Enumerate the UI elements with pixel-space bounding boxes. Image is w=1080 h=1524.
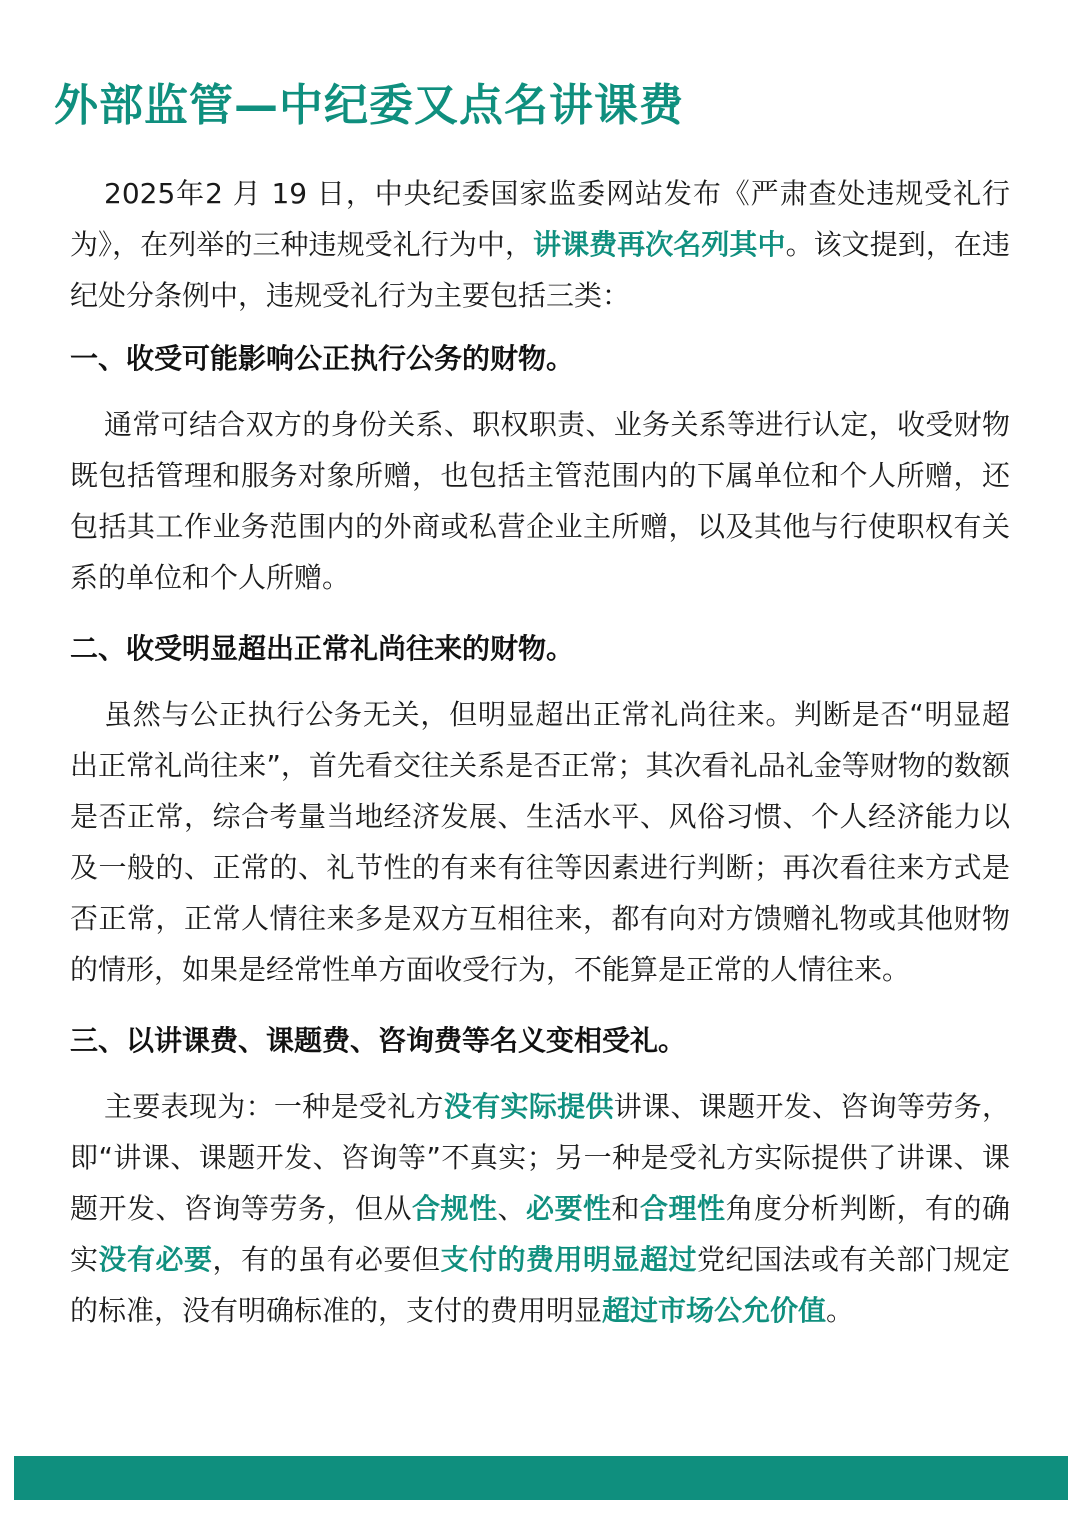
section-3-highlight: 没有实际提供 bbox=[443, 1090, 614, 1123]
section-2-heading: 二、收受明显超出正常礼尚往来的财物。 bbox=[70, 632, 575, 665]
section-2-body: 虽然与公正执行公务无关，但明显超出正常礼尚往来。判断是否“明显超出正常礼尚往来”，首先看交往关系是否正常；其次看礼品礼金等财物的数额是否正常，综合考量当地经济发展、生活水平、风俗习惯、个人经济能力以及一般的、正常的、礼节性的有来有往等因素进行判断；再次看往来方式是否正常，正常人情往来多是双方互相往来，都有向对方馈赠礼物或其他财物的情形，如果是经常性单方面收受行为，不能算是正常的人情往来。 bbox=[70, 698, 1010, 986]
section-1-heading: 一、收受可能影响公正执行公务的财物。 bbox=[70, 342, 575, 375]
section-3-heading: 三、以讲课费、课题费、咨询费等名义变相受礼。 bbox=[70, 1024, 687, 1057]
section-3-highlight: 没有必要 bbox=[98, 1243, 213, 1276]
section-3-highlight: 合理性 bbox=[639, 1192, 726, 1225]
section-3-text: 讲课、课题开发、咨询等劳务，即“讲课、课题开发、咨询等”不真实；另一种是受礼方实际提供了讲课、课题开发、咨询等劳务，但从 bbox=[70, 1090, 1010, 1225]
section-3-text: 和 bbox=[611, 1192, 640, 1225]
section-3-text: 主要表现为：一种是受礼方 bbox=[104, 1090, 444, 1123]
article-body bbox=[70, 168, 1010, 1336]
section-3-highlight: 支付的费用明显超过 bbox=[440, 1243, 697, 1276]
section-3-text: 、 bbox=[497, 1192, 526, 1225]
section-3-highlight: 超过市场公允价值 bbox=[602, 1294, 827, 1327]
intro-text-a: 2025年2 月 19 日，中央纪委国家监委网站发布《严肃查处违规受礼行为》，在列举的三种违规受礼行为中， bbox=[70, 177, 1010, 261]
footer-bar bbox=[14, 1456, 1068, 1500]
section-3-highlight: 合规性 bbox=[411, 1192, 498, 1225]
intro-paragraph bbox=[70, 168, 1010, 321]
section-3-text: ，有的虽有必要但 bbox=[212, 1243, 441, 1276]
page-title: 外部监管—中纪委又点名讲课费 bbox=[54, 80, 684, 131]
section-1-body: 通常可结合双方的身份关系、职权职责、业务关系等进行认定，收受财物既包括管理和服务对象所赠，也包括主管范围内的下属单位和个人所赠，还包括其工作业务范围内的外商或私营企业主所赠，以及其他与行使职权有关系的单位和个人所赠。 bbox=[70, 408, 1010, 594]
section-3-text: 党纪国法或有关部门规定的标准，没有明确标准的，支付的费用明显 bbox=[70, 1243, 1010, 1327]
section-3-highlight: 必要性 bbox=[525, 1192, 612, 1225]
section-3-text: 角度分析判断，有的确实 bbox=[70, 1192, 1010, 1276]
intro-text-b: 。该文提到，在违纪处分条例中，违规受礼行为主要包括三类： bbox=[70, 228, 1010, 312]
section-3-body bbox=[70, 1081, 1010, 1336]
section-3-text: 。 bbox=[826, 1294, 855, 1327]
intro-highlight: 讲课费再次名列其中 bbox=[533, 228, 786, 261]
